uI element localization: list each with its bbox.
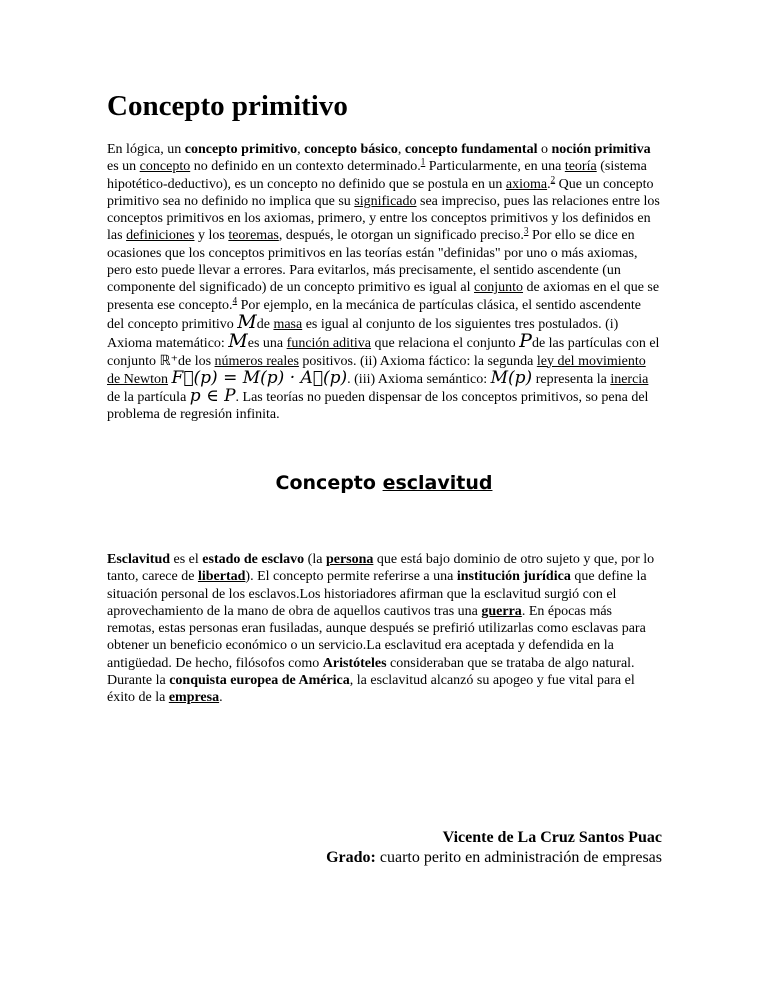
text: positivos. (ii) Axioma fáctico: la segunda	[298, 353, 537, 369]
link-libertad[interactable]: libertad	[197, 569, 246, 585]
text: (sistema hipotético-deductivo), es un concepto no definido que se postula en un	[107, 159, 647, 192]
grade-label: Grado:	[326, 849, 376, 866]
link-empresa[interactable]: empresa	[168, 690, 220, 706]
text: es una	[247, 336, 287, 352]
text: Por ello se dice en ocasiones que los conceptos primitivos en las teorías están "definidas" por uno o más axiomas, pero esto puede llevar a errores. Para evitarlos, más precisamente, el sentido ascendente (un componente del significado) de un concepto primitivo es igual al	[107, 228, 638, 296]
term-bold: noción primitiva	[551, 142, 651, 157]
math-symbol-p: P	[519, 330, 532, 353]
grade-value: cuarto perito en administración de empresas	[375, 849, 662, 866]
text: no definido en un contexto determinado.	[190, 159, 421, 175]
text: ). El concepto permite referirse a una	[245, 569, 457, 585]
term-bold: conquista europea de América	[169, 673, 350, 689]
slavery-paragraph	[107, 551, 660, 707]
text: . Las teorías no pueden dispensar de los conceptos primitivos, so pena del problema de regresión infinita.	[107, 390, 649, 423]
text: que relaciona el conjunto	[371, 336, 520, 352]
text: es un	[107, 159, 140, 175]
footnote-ref-2[interactable]: 2	[550, 173, 556, 184]
heading-prefix: Concepto	[275, 472, 383, 494]
math-reals-positive: ℝ⁺	[159, 352, 178, 369]
link-numeros-reales[interactable]: números reales	[214, 353, 299, 369]
link-masa[interactable]: masa	[273, 316, 303, 332]
text: sea impreciso, pues las relaciones entre los conceptos primitivos en los axiomas, primero, y entre los conceptos primitivos y los definidos en las	[107, 193, 660, 244]
footnote-ref-1[interactable]: 1	[420, 156, 426, 167]
text: de axiomas en el que se presenta ese concepto.	[107, 280, 660, 313]
text: .	[219, 690, 223, 706]
link-persona[interactable]: persona	[325, 552, 374, 567]
text: de la partícula	[107, 390, 190, 406]
signature-block	[326, 828, 662, 868]
text: Particularmente, en una	[425, 159, 565, 175]
link-esclavitud[interactable]: esclavitud	[382, 472, 493, 494]
text: En lógica, un	[107, 142, 185, 157]
text: , después, le otorgan un significado preciso.	[278, 228, 524, 244]
link-funcion-aditiva[interactable]: función aditiva	[286, 336, 372, 352]
text: ,	[297, 142, 305, 157]
text: de	[256, 316, 274, 332]
text: de las partículas con el conjunto	[107, 336, 660, 369]
text: .	[547, 176, 551, 192]
text: de los	[177, 353, 215, 369]
term-bold: institución jurídica	[456, 569, 571, 585]
section-heading	[0, 470, 768, 496]
page-title: Concepto primitivo	[107, 90, 348, 122]
link-teoria[interactable]: teoría	[564, 159, 597, 175]
link-teoremas[interactable]: teoremas	[228, 228, 279, 244]
text: o	[537, 142, 552, 157]
text: y los	[194, 228, 229, 244]
term-bold: concepto básico	[304, 142, 398, 157]
math-p-in-p: p ∈ P	[189, 386, 236, 407]
text: Por ejemplo, en la mecánica de partículas clásica, el sentido ascendente del concepto primitivo	[107, 297, 641, 332]
text: es el	[170, 552, 203, 567]
math-mass-function: M(p)	[490, 367, 533, 388]
link-inercia[interactable]: inercia	[610, 371, 649, 387]
term-bold: concepto fundamental	[404, 142, 538, 157]
link-concepto[interactable]: concepto	[139, 159, 191, 175]
text: que define la situación personal de los esclavos.Los historiadores afirman que la esclavitud surgió con el aprovechamiento de la mano de obra de aquellos cautivos tras una	[107, 569, 647, 619]
math-symbol-m: M	[237, 310, 257, 333]
author-name: Vicente de La Cruz Santos Puac	[442, 829, 662, 846]
link-axioma[interactable]: axioma	[505, 176, 548, 192]
text: (la	[304, 552, 326, 567]
math-newton-law: F⃗(p) = M(p) · A⃗(p)	[171, 367, 348, 388]
term-bold: Aristóteles	[322, 655, 387, 671]
text: , la esclavitud alcanzó su apogeo y fue vital para el éxito de la	[107, 673, 635, 706]
text: es igual al conjunto de los siguientes tres postulados. (i) Axioma matemático:	[107, 316, 619, 352]
term-bold: Esclavitud	[107, 552, 171, 567]
text: ,	[397, 142, 405, 157]
text: que está bajo dominio de otro sujeto y que, por lo tanto, carece de	[107, 552, 655, 585]
text: . (iii) Axioma semántico:	[347, 371, 491, 387]
grade-line	[326, 848, 662, 868]
link-conjunto[interactable]: conjunto	[474, 280, 524, 296]
link-significado[interactable]: significado	[354, 193, 417, 209]
footnote-ref-3[interactable]: 3	[523, 225, 529, 236]
text: representa la	[532, 371, 611, 387]
link-definiciones[interactable]: definiciones	[126, 228, 195, 244]
footnote-ref-4[interactable]: 4	[232, 295, 238, 306]
link-ley-newton[interactable]: ley del movimiento de Newton	[107, 353, 646, 387]
text: . En épocas más remotas, estas personas eran fusiladas, aunque después se prefirió utilizarlas como esclavas para obtener un beneficio económico o un servicio.La esclavitud era aceptada y defendida en la antigüedad. De hecho, filósofos como	[107, 603, 646, 671]
term-bold: estado de esclavo	[202, 552, 305, 567]
term-bold: concepto primitivo	[184, 142, 298, 157]
link-guerra[interactable]: guerra	[481, 603, 522, 619]
intro-paragraph	[107, 141, 660, 424]
math-symbol-m: M	[228, 330, 248, 353]
text: Que un concepto primitivo sea no definido no implica que su	[107, 176, 654, 209]
text: consideraban que se trataba de algo natural. Durante la	[107, 655, 635, 689]
